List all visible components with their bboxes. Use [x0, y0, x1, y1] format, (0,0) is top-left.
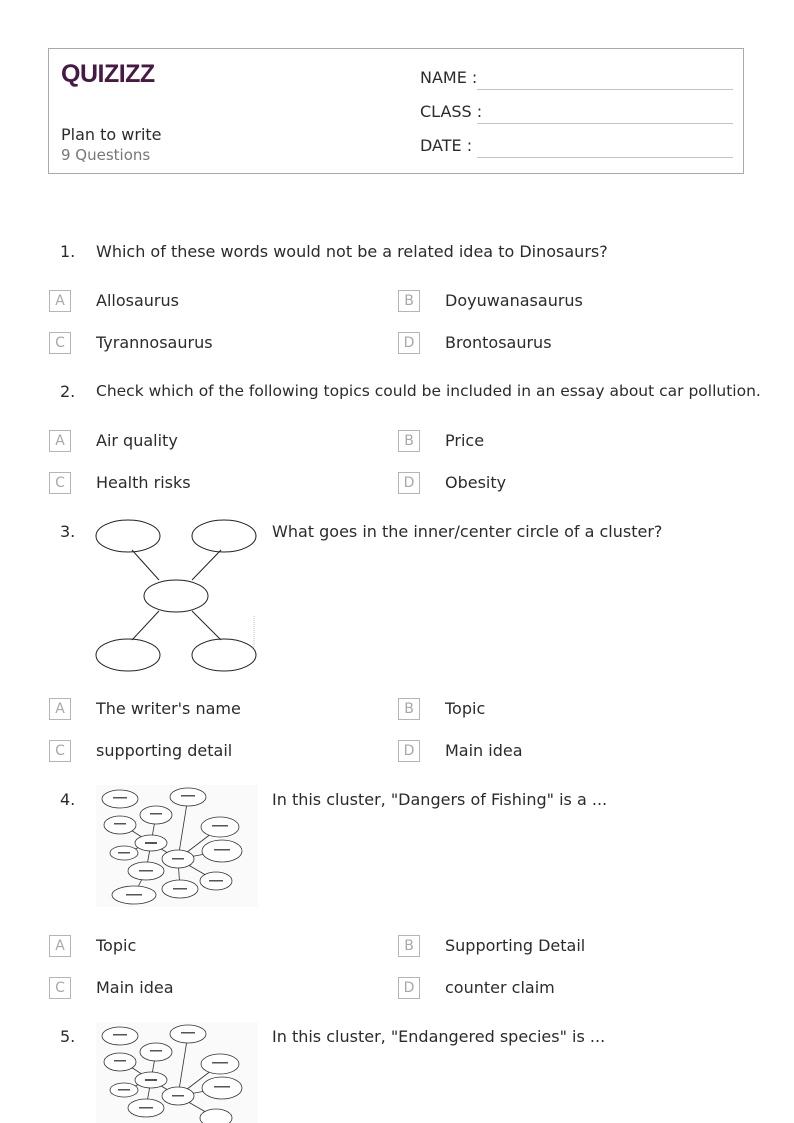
option-text-3d: Main idea — [445, 741, 523, 760]
option-text-3b: Topic — [445, 699, 486, 718]
option-box-3b[interactable]: B — [398, 698, 420, 720]
option-box-3d[interactable]: D — [398, 740, 420, 762]
option-box-3c[interactable]: C — [49, 740, 71, 762]
question-count: 9 Questions — [61, 146, 151, 164]
option-box-4a[interactable]: A — [49, 935, 71, 957]
option-box-2a[interactable]: A — [49, 430, 71, 452]
date-line[interactable] — [477, 157, 733, 158]
question-4-text: In this cluster, "Dangers of Fishing" is a ... — [272, 790, 608, 809]
name-label: NAME : — [420, 68, 478, 87]
option-text-4a: Topic — [96, 936, 137, 955]
option-text-3a: The writer's name — [96, 699, 241, 718]
option-text-4c: Main idea — [96, 978, 174, 997]
option-text-1d: Brontosaurus — [445, 333, 552, 352]
question-5-number: 5. — [60, 1027, 76, 1046]
cluster-diagram-image — [94, 518, 258, 674]
option-text-1b: Doyuwanasaurus — [445, 291, 583, 310]
option-text-2c: Health risks — [96, 473, 191, 492]
option-text-4d: counter claim — [445, 978, 555, 997]
date-label: DATE : — [420, 136, 473, 155]
option-box-2c[interactable]: C — [49, 472, 71, 494]
question-4-number: 4. — [60, 790, 76, 809]
option-box-2b[interactable]: B — [398, 430, 420, 452]
worksheet-title: Plan to write — [61, 125, 162, 144]
option-text-3c: supporting detail — [96, 741, 233, 760]
option-box-3a[interactable]: A — [49, 698, 71, 720]
option-box-4d[interactable]: D — [398, 977, 420, 999]
question-2-number: 2. — [60, 382, 76, 401]
option-text-2b: Price — [445, 431, 485, 450]
question-2-text: Check which of the following topics could be included in an essay about car pollution. — [96, 382, 761, 400]
option-box-1a[interactable]: A — [49, 290, 71, 312]
option-box-4c[interactable]: C — [49, 977, 71, 999]
question-3-number: 3. — [60, 522, 76, 541]
option-text-2a: Air quality — [96, 431, 178, 450]
option-box-1b[interactable]: B — [398, 290, 420, 312]
option-text-2d: Obesity — [445, 473, 507, 492]
question-5-text: In this cluster, "Endangered species" is ... — [272, 1027, 606, 1046]
option-box-1d[interactable]: D — [398, 332, 420, 354]
fishing-cluster-image — [96, 785, 258, 907]
question-1-text: Which of these words would not be a related idea to Dinosaurs? — [96, 242, 608, 261]
question-3-text: What goes in the inner/center circle of a cluster? — [272, 522, 663, 541]
class-label: CLASS : — [420, 102, 483, 121]
option-box-4b[interactable]: B — [398, 935, 420, 957]
class-line[interactable] — [477, 123, 733, 124]
question-1-number: 1. — [60, 242, 76, 261]
option-text-1a: Allosaurus — [96, 291, 179, 310]
name-line[interactable] — [477, 89, 733, 90]
worksheet-header — [48, 48, 744, 174]
option-box-2d[interactable]: D — [398, 472, 420, 494]
option-box-1c[interactable]: C — [49, 332, 71, 354]
option-text-4b: Supporting Detail — [445, 936, 586, 955]
option-text-1c: Tyrannosaurus — [96, 333, 213, 352]
fishing-cluster-image-2 — [96, 1022, 258, 1123]
quizizz-logo: QUIZIZZ — [61, 60, 155, 88]
